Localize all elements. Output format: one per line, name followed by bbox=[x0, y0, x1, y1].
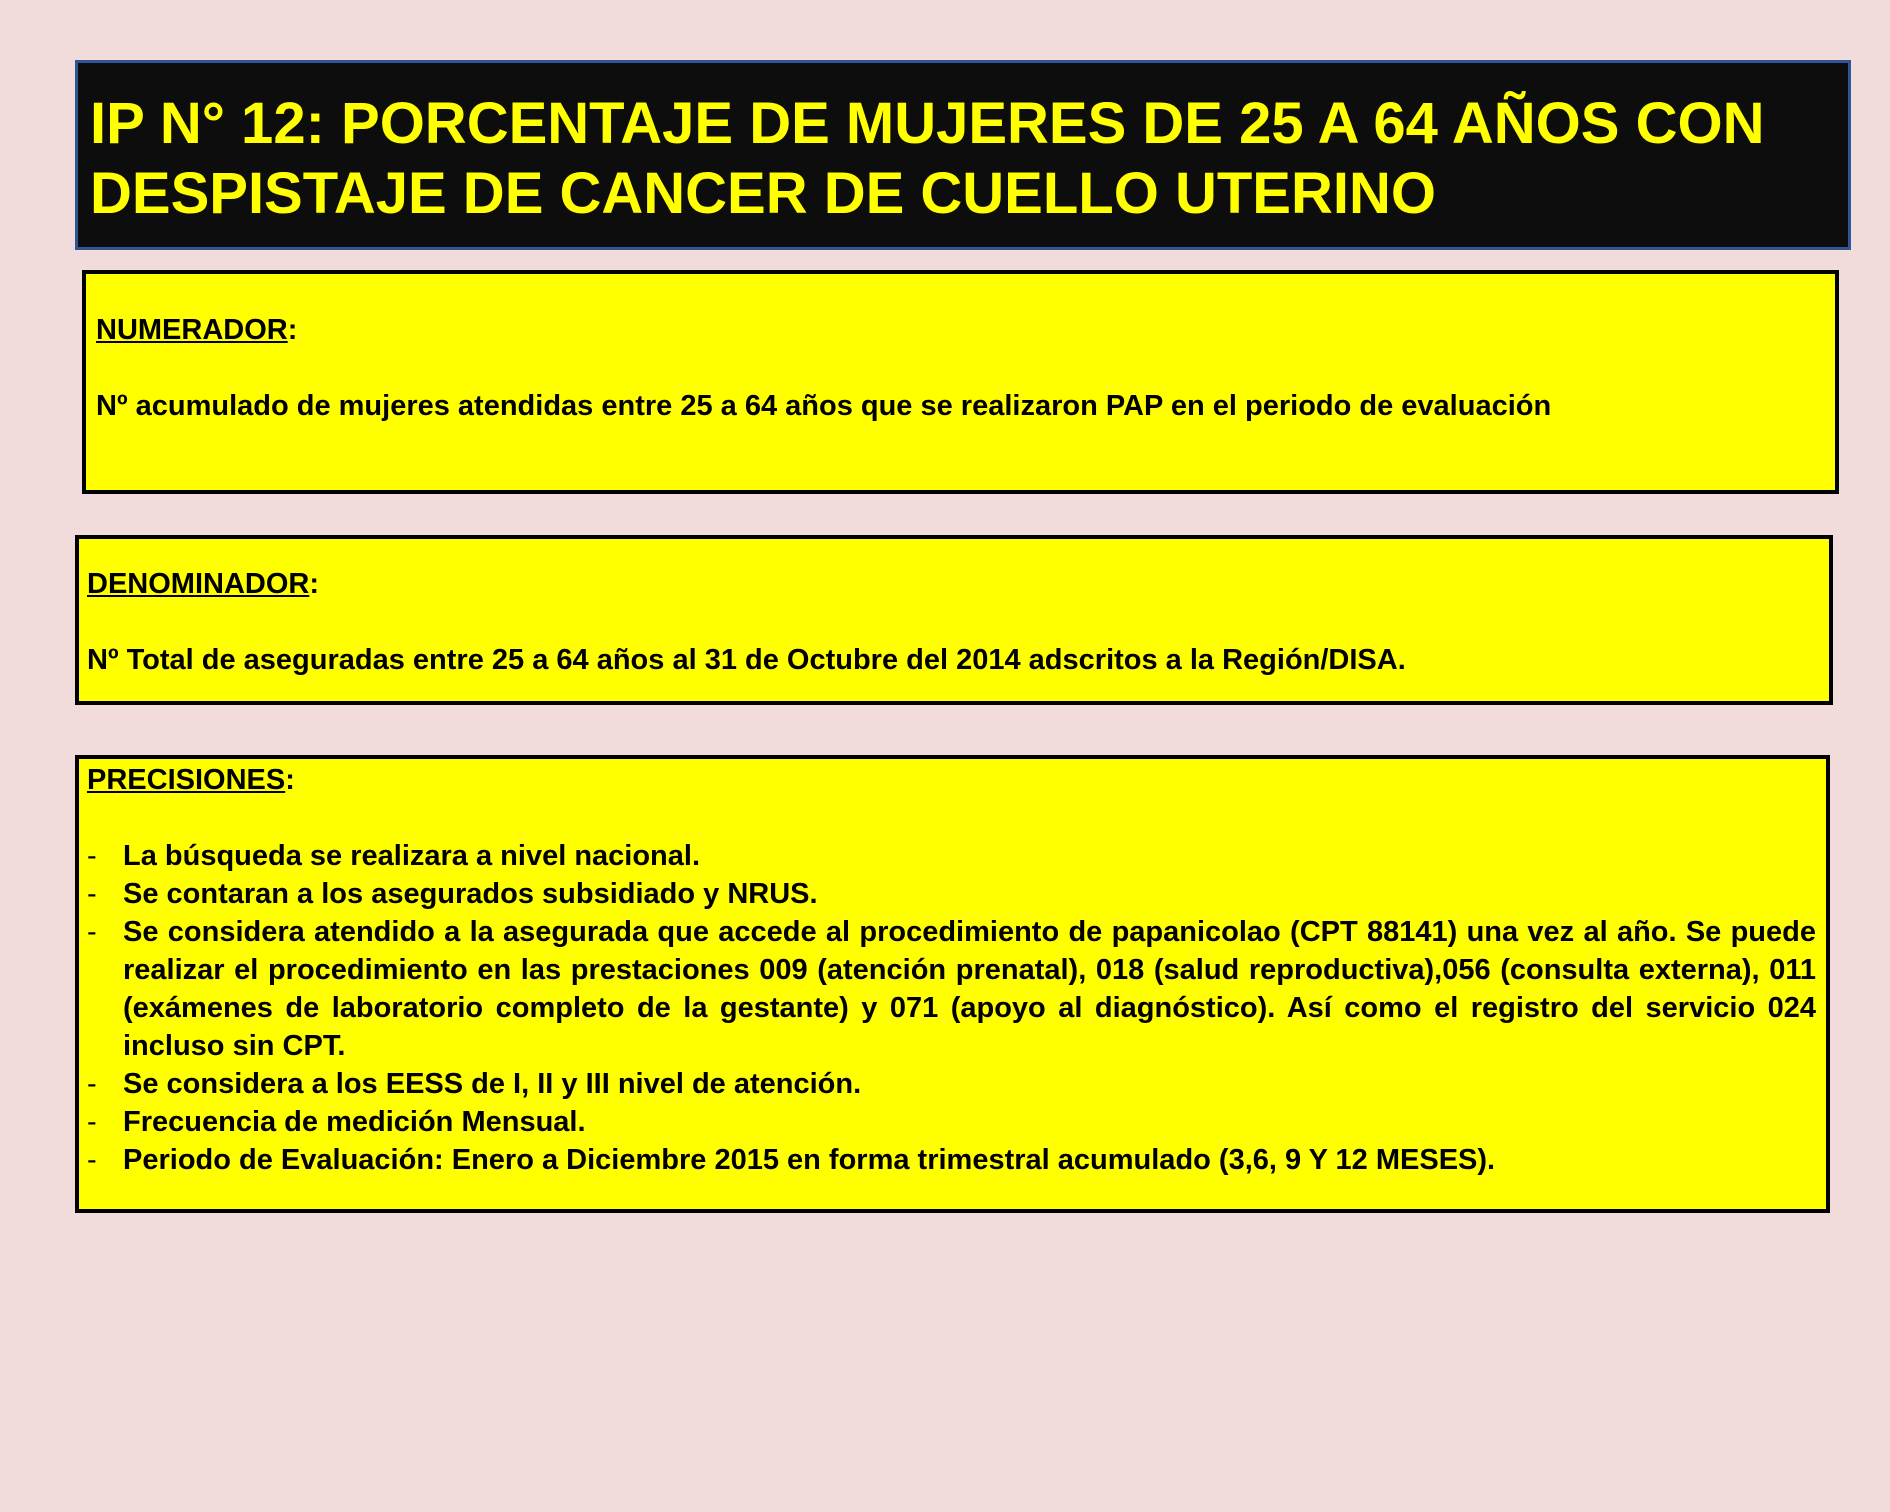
list-item: - Se considera atendido a la asegurada que accede al procedimiento de papanicolao (CPT 88141) una vez al año. Se puede realizar el procedimiento en las prestaciones 009 (atención prenatal), 018 (salud reproductiva),056 (consulta externa), 011 (exámenes de laboratorio completo de la gestante) y 071 (apoyo al diagnóstico). Así como el registro del servicio 024 incluso sin CPT. bbox=[87, 916, 1816, 1062]
precisiones-list bbox=[87, 837, 1816, 1179]
denominador-text: Nº Total de aseguradas entre 25 a 64 años al 31 de Octubre del 2014 adscritos a la Región/DISA. bbox=[87, 644, 1406, 676]
precisiones-box bbox=[75, 755, 1830, 1213]
precisiones-heading: PRECISIONES: bbox=[87, 764, 295, 796]
list-item: - Se considera a los EESS de I, II y III nivel de atención. bbox=[87, 1068, 862, 1100]
numerador-text: Nº acumulado de mujeres atendidas entre 25 a 64 años que se realizaron PAP en el periodo de evaluación bbox=[96, 390, 1552, 422]
denominador-heading: DENOMINADOR: bbox=[87, 568, 320, 600]
numerador-box bbox=[82, 270, 1839, 494]
list-item: - La búsqueda se realizara a nivel nacional. bbox=[87, 840, 701, 872]
title-line-2: DESPISTAJE DE CANCER DE CUELLO UTERINO bbox=[90, 161, 1436, 226]
numerador-heading: NUMERADOR: bbox=[96, 314, 298, 346]
page-title bbox=[90, 89, 1836, 229]
list-item: - Frecuencia de medición Mensual. bbox=[87, 1106, 586, 1138]
list-item: - Periodo de Evaluación: Enero a Diciembre 2015 en forma trimestral acumulado (3,6, 9 Y 12 MESES). bbox=[87, 1144, 1496, 1176]
list-item: - Se contaran a los asegurados subsidiado y NRUS. bbox=[87, 878, 818, 910]
title-line-1: IP N° 12: PORCENTAJE DE MUJERES DE 25 A 64 AÑOS CON bbox=[90, 91, 1765, 156]
denominador-box bbox=[75, 535, 1833, 705]
title-banner bbox=[75, 60, 1851, 250]
